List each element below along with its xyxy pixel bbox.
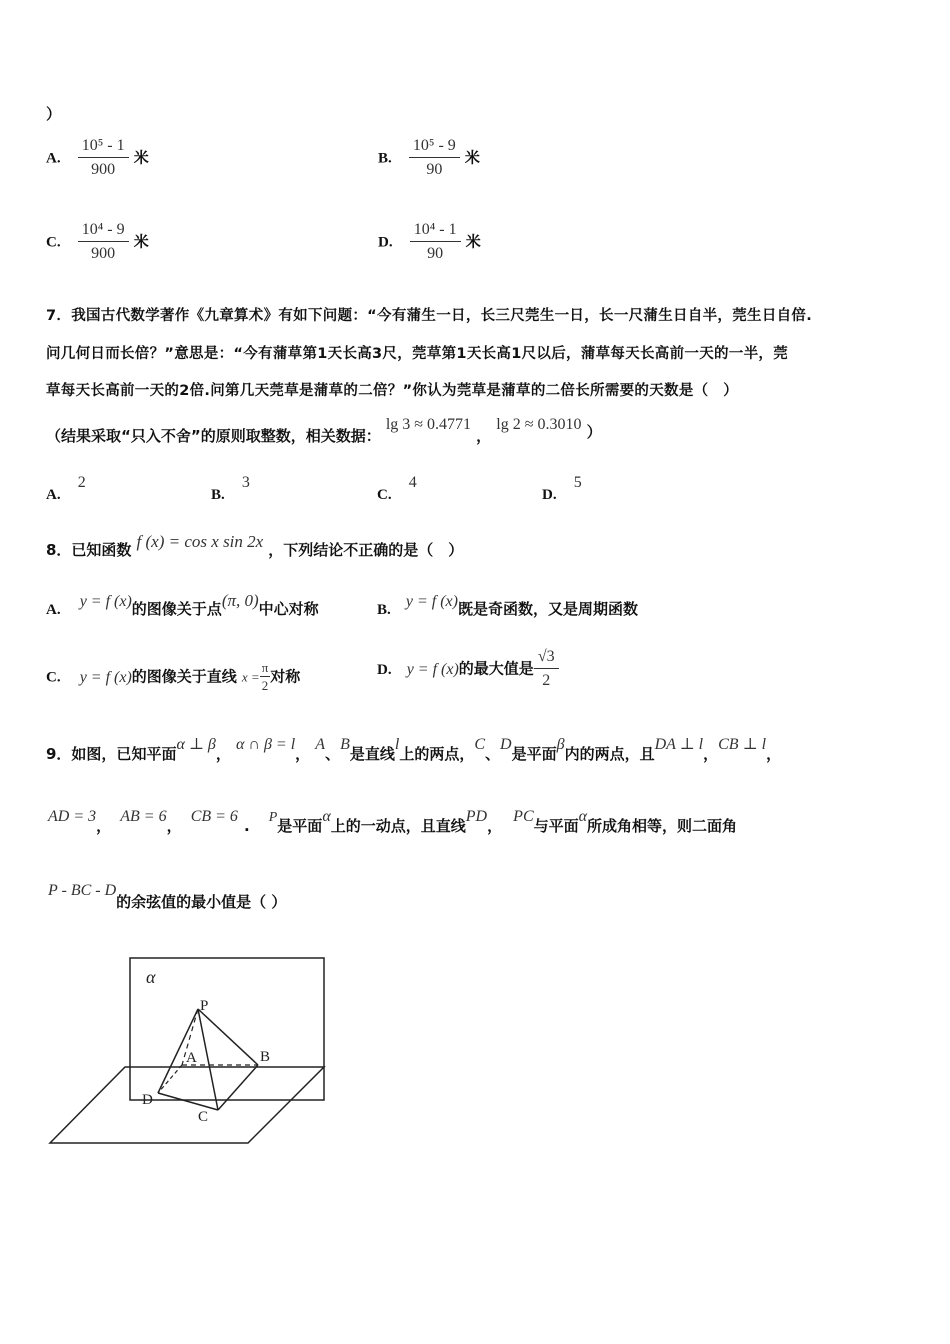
option-label: C. <box>46 234 61 251</box>
q7-option-a[interactable]: A. 2 <box>46 474 86 503</box>
unit: 米 <box>465 232 481 251</box>
q8-option-b[interactable]: B. y = f (x)既是奇函数，又是周期函数 <box>377 593 638 618</box>
sqrt3-over-2: $\frac{√3}{2}$ <box>534 648 559 690</box>
q7-option-d[interactable]: D. 5 <box>542 474 582 503</box>
q8-stem: 8．已知函数 f (x) = cos x sin 2x ，下列结论不正确的是（ ） <box>46 532 464 559</box>
q8-option-d[interactable]: D. y = f (x)的最大值是 $\frac{√3}{2}$ <box>377 648 559 690</box>
q7-line-2: 问几何日而长倍？”意思是：“今有蒲草第1天长高3尺，莞草第1天长高1尺以后，蒲草每天长高前一天的一半，莞 <box>46 346 789 362</box>
plane-beta <box>50 1067 324 1143</box>
plane-alpha <box>130 958 324 1100</box>
q9-line-1: 9．如图，已知平面α ⊥ β， α ∩ β = l， A、B是直线l上的两点，C、D是平面β内的两点，且DA ⊥ l，CB ⊥ l， <box>46 736 782 763</box>
q6-option-a[interactable] <box>46 137 149 179</box>
q7-option-c[interactable]: C. 4 <box>377 474 417 503</box>
q6-option-d[interactable] <box>378 221 481 263</box>
lg2-value: lg 2 ≈ 0.3010 <box>496 416 582 433</box>
edge-DC <box>158 1093 218 1110</box>
unit: 米 <box>133 148 149 167</box>
option-fraction: $\frac{\text{10⁴ - 1}}{90}$ <box>410 221 461 263</box>
q6-tail: ） <box>46 105 62 123</box>
q7-line-3: 草每天长高前一天的2倍.问第几天莞草是蒲草的二倍？”你认为莞草是蒲草的二倍长所需要的天数是（ ） <box>46 383 739 399</box>
label-D: D <box>142 1092 153 1108</box>
q6-option-b[interactable] <box>378 137 480 179</box>
label-B: B <box>260 1049 271 1065</box>
q7-option-b[interactable]: B. 3 <box>211 474 250 503</box>
label-alpha: α <box>146 967 156 987</box>
option-label: B. <box>378 150 392 167</box>
q7-line-1: 7．我国古代数学著作《九章算术》有如下问题：“今有蒲生一日，长三尺莞生一日，长一尺蒲生日自半，莞生日自倍. <box>46 308 813 324</box>
q8-option-a[interactable]: A. y = f (x)的图像关于点(π, 0)中心对称 <box>46 591 319 618</box>
q9-figure <box>40 945 340 1155</box>
label-P: P <box>200 998 209 1014</box>
option-fraction: $\frac{\text{10⁵ - 9}}{90}$ <box>409 137 460 179</box>
q7-note: （结果采取“只入不舍”的原则取整数，相关数据： lg 3 ≈ 0.4771 ， lg 2 ≈ 0.3010 ） <box>46 416 602 445</box>
label-A: A <box>186 1050 197 1066</box>
unit: 米 <box>464 148 480 167</box>
q6-option-c[interactable] <box>46 221 149 263</box>
lg3-value: lg 3 ≈ 0.4771 <box>385 416 472 433</box>
q8-option-c[interactable]: C. y = f (x)的图像关于直线 x = $\frac{\pi}{2}$ 对称 <box>46 660 301 693</box>
q9-line-2: AD = 3， AB = 6， CB = 6. P是平面α上的一动点，且直线PD， PC与平面α所成角相等，则二面角 <box>48 808 738 835</box>
q9-line-3: P - BC - D的余弦值的最小值是（ ） <box>48 882 287 911</box>
label-C: C <box>198 1109 209 1125</box>
unit: 米 <box>133 232 149 251</box>
option-fraction: $\frac{\text{10⁴ - 9}}{900}$ <box>78 221 129 263</box>
option-label: A. <box>46 150 61 167</box>
option-fraction: $\frac{\text{10⁵ - 1}}{900}$ <box>78 137 129 179</box>
function-expr: f (x) = cos x sin 2x <box>136 532 264 551</box>
option-label: D. <box>378 234 393 251</box>
pi-over-2: $\frac{\pi}{2}$ <box>261 660 269 693</box>
edge-CB <box>218 1065 258 1110</box>
